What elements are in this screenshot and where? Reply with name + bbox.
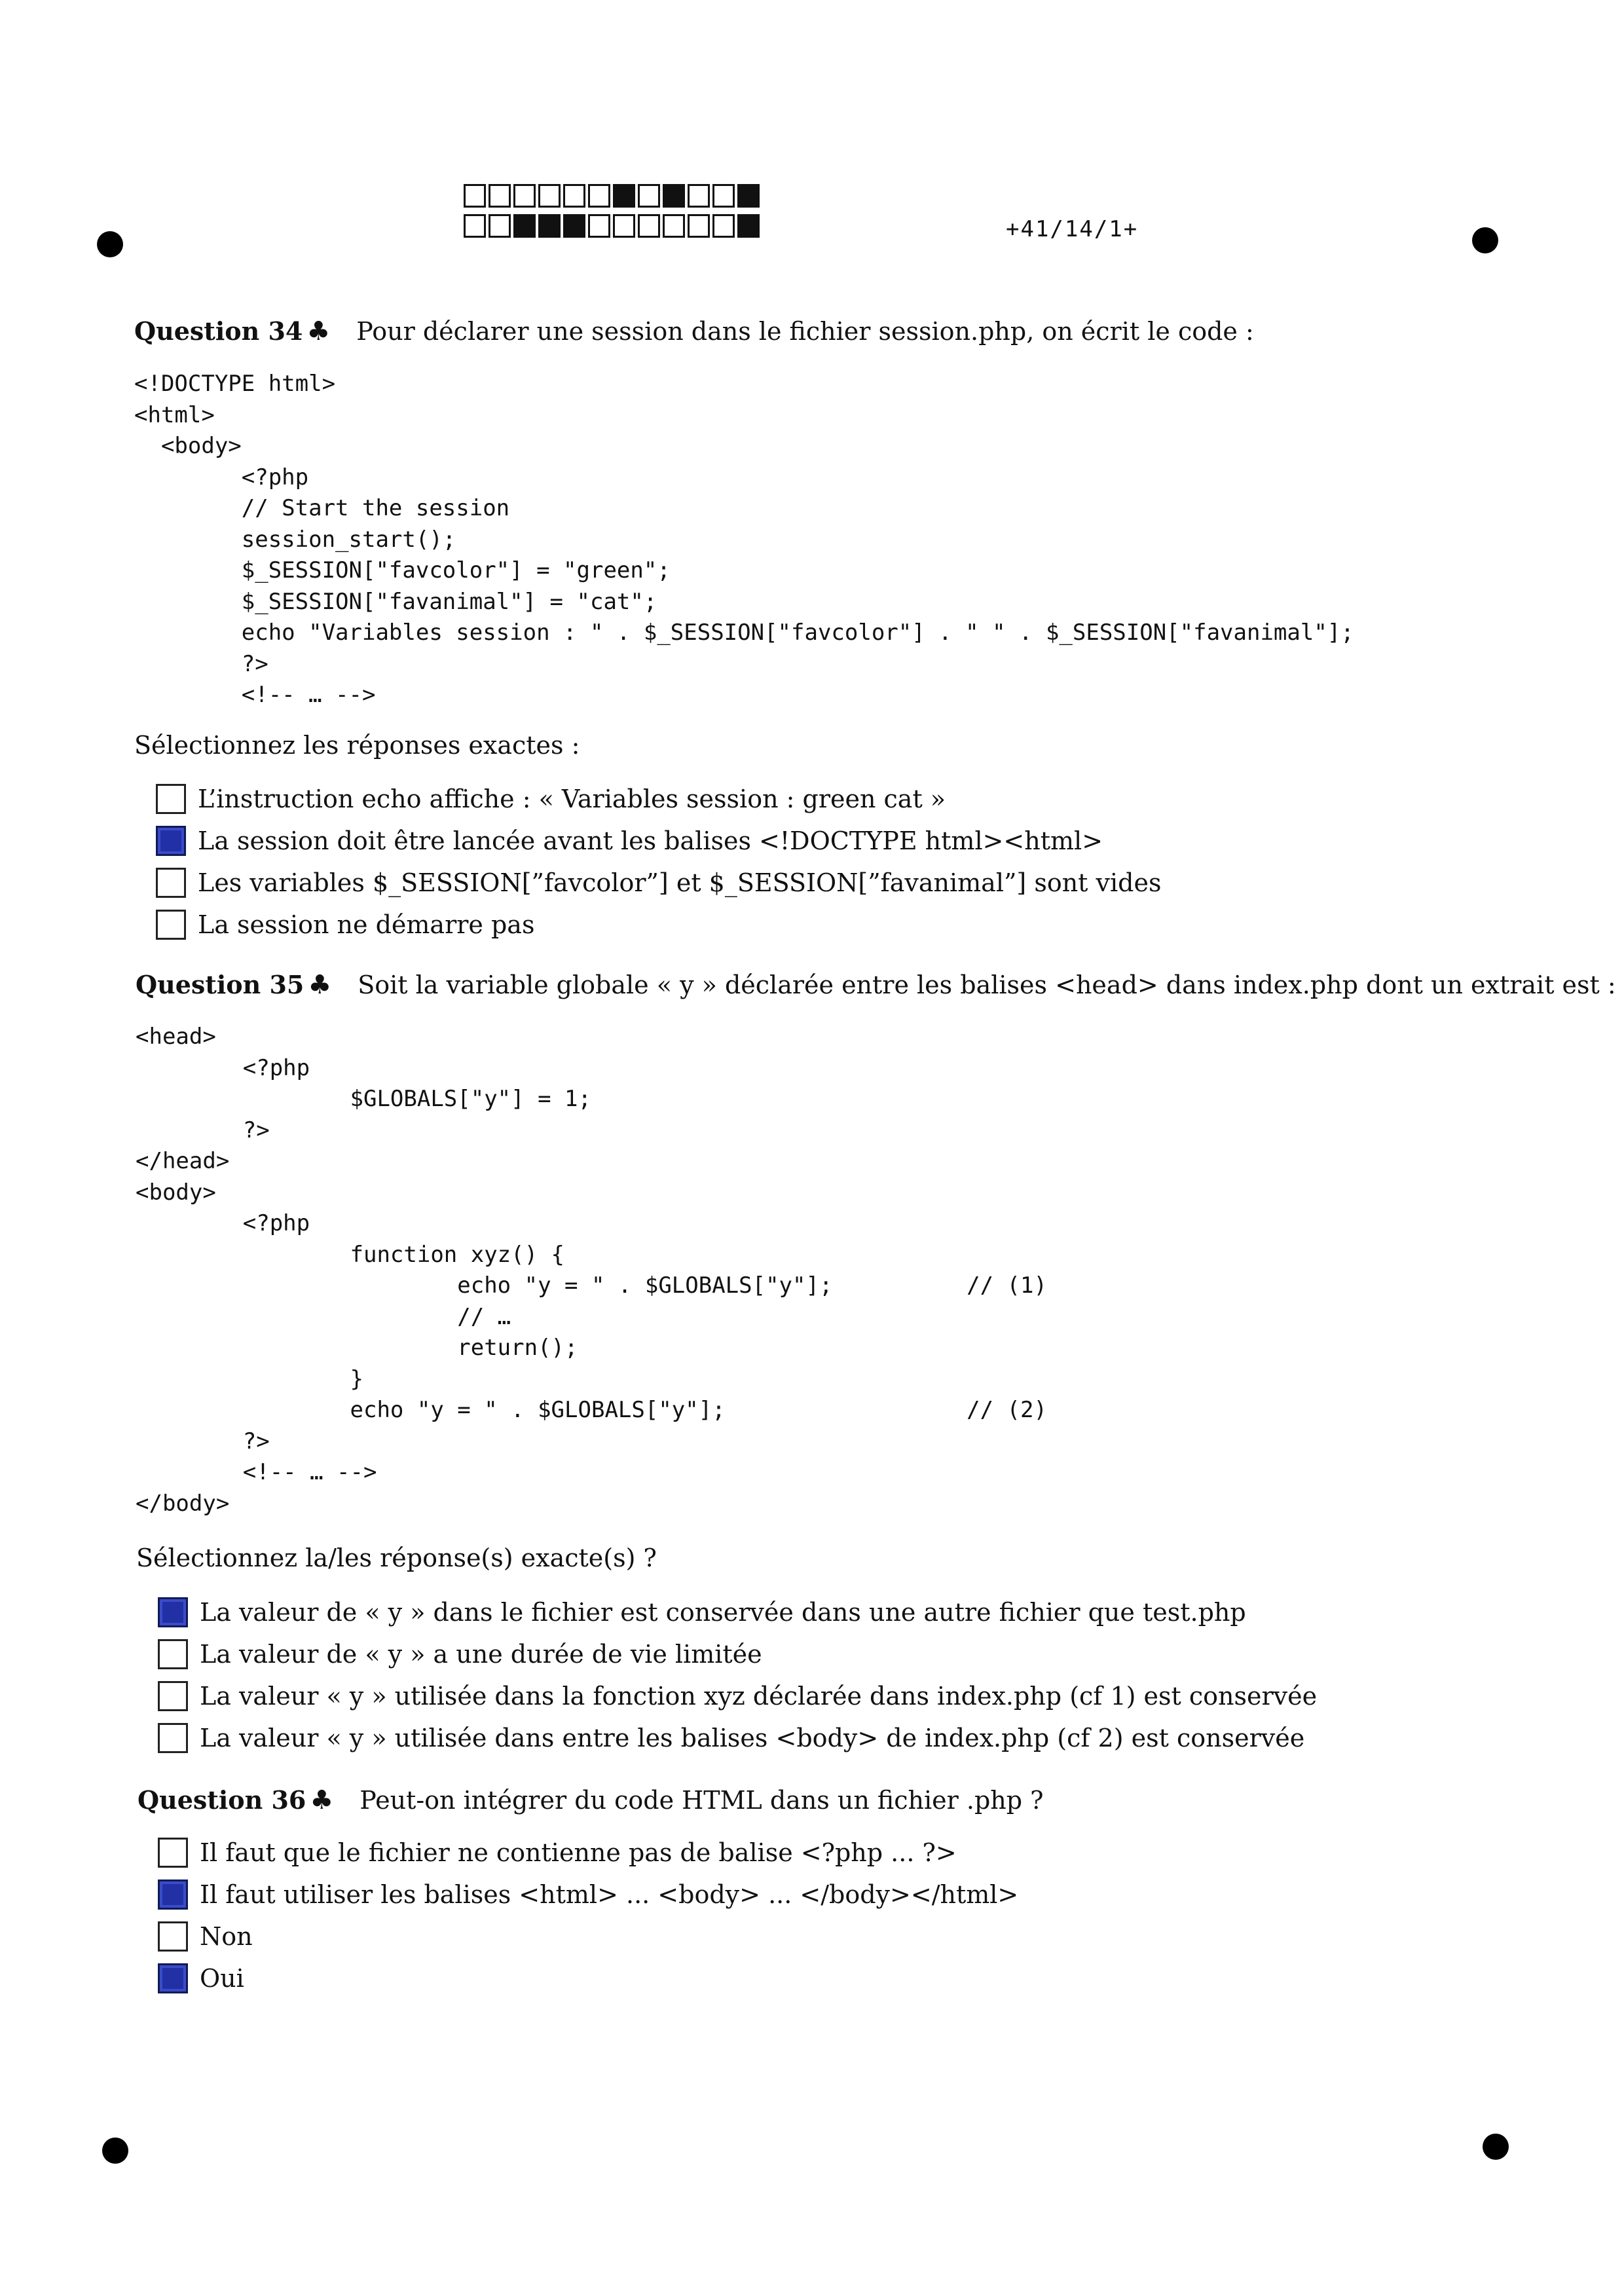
barcode-cell <box>737 184 760 208</box>
question-35-option[interactable] <box>158 1633 1317 1675</box>
answer-checkbox[interactable] <box>156 868 186 898</box>
question-35-label: Question 35 ♣ <box>136 969 332 1000</box>
question-34-option[interactable] <box>156 778 1161 820</box>
answer-checkbox[interactable] <box>156 910 186 940</box>
question-35-option[interactable] <box>158 1675 1317 1717</box>
option-label: Il faut que le fichier ne contienne pas de balise <?php ... ?> <box>200 1838 957 1867</box>
question-34-code: <!DOCTYPE html> <html> <body> <?php // Start the session session_start(); $_SESSION["favcolor"] = "green"; $_SESSION["favanimal"] = "cat"; echo "Variables session : " . $_SESSION["favcolor"] . " " . $_SESSION["favanimal"]; ?> <!-- … --> <box>134 371 1354 708</box>
barcode-cell <box>638 184 660 208</box>
option-label: La valeur « y » utilisée dans la fonction xyz déclarée dans index.php (cf 1) est conservée <box>200 1682 1318 1711</box>
barcode-cell <box>638 214 660 238</box>
question-36-options <box>158 1832 1018 1999</box>
question-36-option[interactable] <box>158 1957 1018 1999</box>
option-label: Il faut utiliser les balises <html> ... <body> ... </body></html> <box>200 1880 1019 1909</box>
question-36-option[interactable] <box>158 1874 1018 1916</box>
answer-checkbox[interactable] <box>158 1681 188 1711</box>
option-label: Oui <box>200 1964 244 1993</box>
answer-checkbox[interactable] <box>156 784 186 814</box>
answer-checkbox[interactable] <box>158 1639 188 1669</box>
club-icon: ♣ <box>310 1785 334 1815</box>
question-36-option[interactable] <box>158 1832 1018 1874</box>
barcode-cell <box>737 214 760 238</box>
question-35-options <box>158 1591 1317 1759</box>
question-35-code: <head> <?php $GLOBALS["y"] = 1; ?> </head> <body> <?php function xyz() { echo "y = " . $GLOBALS["y"]; // (1) // … return(); } echo "y = " . $GLOBALS["y"]; // (2) ?> <!-- … --> </body> <box>136 1024 1047 1517</box>
answer-checkbox[interactable] <box>156 826 186 856</box>
barcode-cell <box>489 214 511 238</box>
barcode-cell <box>712 214 735 238</box>
barcode-cell <box>688 184 710 208</box>
barcode-cell <box>513 184 536 208</box>
registration-mark-top-right <box>1472 227 1498 253</box>
barcode-cell <box>489 184 511 208</box>
question-34-option[interactable] <box>156 862 1161 904</box>
question-34-option[interactable] <box>156 904 1161 946</box>
option-label: La session ne démarre pas <box>198 910 535 939</box>
option-label: Non <box>200 1922 253 1951</box>
barcode-cell <box>538 214 561 238</box>
sheet-code: +41/14/1+ <box>1006 216 1139 242</box>
question-34-prompt: Sélectionnez les réponses exactes : <box>134 731 580 760</box>
question-34-label: Question 34 ♣ <box>134 316 331 346</box>
barcode-cell <box>513 214 536 238</box>
question-34-option[interactable] <box>156 820 1161 862</box>
barcode-cell <box>563 184 585 208</box>
option-label: La valeur « y » utilisée dans entre les balises <body> de index.php (cf 2) est conservée <box>200 1724 1305 1752</box>
option-label: La session doit être lancée avant les balises <!DOCTYPE html><html> <box>198 826 1103 855</box>
barcode-cell <box>663 214 685 238</box>
sheet-barcode-row-1 <box>464 184 762 208</box>
registration-mark-bottom-left <box>102 2138 128 2164</box>
question-34-text: Pour déclarer une session dans le fichier session.php, on écrit le code : <box>356 317 1254 346</box>
barcode-cell <box>712 184 735 208</box>
barcode-cell <box>688 214 710 238</box>
barcode-cell <box>663 184 685 208</box>
question-34-header <box>134 316 1254 346</box>
question-36-text: Peut-on intégrer du code HTML dans un fichier .php ? <box>360 1786 1044 1815</box>
option-label: La valeur de « y » dans le fichier est conservée dans une autre fichier que test.php <box>200 1598 1246 1627</box>
question-36-option[interactable] <box>158 1916 1018 1957</box>
barcode-cell <box>464 214 486 238</box>
answer-checkbox[interactable] <box>158 1838 188 1868</box>
option-label: L’instruction echo affiche : « Variables session : green cat » <box>198 785 946 813</box>
club-icon: ♣ <box>308 969 332 1000</box>
answer-checkbox[interactable] <box>158 1963 188 1993</box>
question-35-header <box>136 969 1616 1000</box>
barcode-cell <box>613 184 635 208</box>
barcode-cell <box>563 214 585 238</box>
barcode-cell <box>588 184 610 208</box>
registration-mark-top-left <box>97 231 123 257</box>
question-35-prompt: Sélectionnez la/les réponse(s) exacte(s) ? <box>136 1544 657 1572</box>
registration-mark-bottom-right <box>1483 2134 1509 2160</box>
option-label: Les variables $_SESSION[”favcolor”] et $_SESSION[”favanimal”] sont vides <box>198 868 1162 897</box>
barcode-cell <box>613 214 635 238</box>
barcode-cell <box>464 184 486 208</box>
question-35-option[interactable] <box>158 1591 1317 1633</box>
question-34-options <box>156 778 1161 946</box>
option-label: La valeur de « y » a une durée de vie limitée <box>200 1640 762 1669</box>
answer-checkbox[interactable] <box>158 1921 188 1952</box>
question-35-option[interactable] <box>158 1717 1317 1759</box>
question-36-header <box>138 1785 1044 1815</box>
answer-checkbox[interactable] <box>158 1723 188 1753</box>
answer-checkbox[interactable] <box>158 1879 188 1910</box>
barcode-cell <box>538 184 561 208</box>
question-35-text: Soit la variable globale « y » déclarée entre les balises <head> dans index.php dont un extrait est : <box>358 971 1616 999</box>
club-icon: ♣ <box>306 316 331 346</box>
barcode-cell <box>588 214 610 238</box>
sheet-barcode-row-2 <box>464 214 762 238</box>
answer-checkbox[interactable] <box>158 1597 188 1627</box>
question-36-label: Question 36 ♣ <box>138 1785 334 1815</box>
